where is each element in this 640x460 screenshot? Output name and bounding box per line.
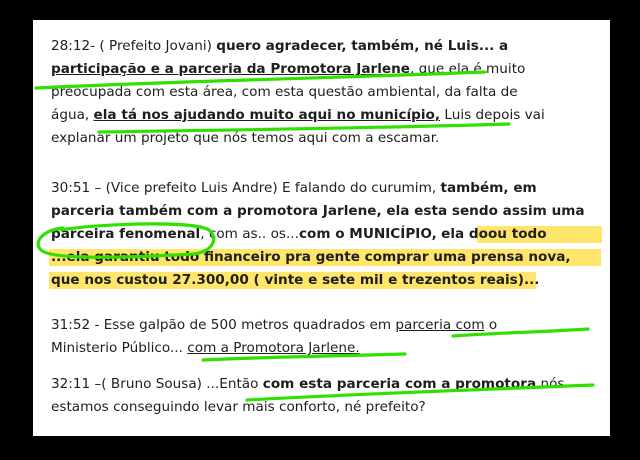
emphasized-text: parceria com — [395, 317, 485, 333]
green-underline-mark — [36, 72, 485, 88]
green-underline-mark — [99, 124, 509, 132]
body-text: , que ela é muito — [410, 61, 526, 77]
body-text: , com as.. os... — [200, 226, 299, 242]
body-text: o — [484, 317, 498, 333]
green-underline-mark — [453, 329, 588, 336]
body-text: explanar um projeto que nós temos aqui com a escamar. — [51, 130, 440, 146]
emphasized-text: com a Promotora Jarlene. — [187, 340, 360, 356]
green-underline-mark — [247, 385, 593, 400]
body-text: estamos conseguindo levar mais conforto, né prefeito? — [51, 399, 426, 415]
highlighted-text: ...ela garantiu todo financeiro pra gente comprar uma prensa nova, — [51, 249, 571, 265]
body-text: Então — [219, 376, 263, 392]
timestamp-speaker: 31:52 - Esse galpão de 500 metros quadrados em — [51, 317, 396, 333]
quote-text: também, em — [440, 180, 537, 196]
timestamp-speaker: 28:12- ( Prefeito Jovani) — [51, 38, 217, 54]
document-page — [33, 20, 610, 436]
body-text: Luis depois vai — [440, 107, 545, 123]
marker-annotations — [33, 20, 610, 436]
body-text: água, — [51, 107, 94, 123]
body-text: Ministerio Público... — [51, 340, 188, 356]
emphasized-text: participação e a parceria da Promotora Jarlene — [51, 61, 411, 77]
emphasized-text: ela tá nos ajudando muito aqui no município, — [93, 107, 441, 123]
quote-text: parceria também com a promotora Jarlene, ela esta sendo assim uma — [51, 203, 585, 219]
body-text: nós — [536, 376, 565, 392]
highlighted-text: que nos custou 27.300,00 ( vinte e sete mil e trezentos reais)... — [51, 272, 540, 288]
quote-text: quero agradecer, também, né Luis... a — [216, 38, 509, 54]
timestamp-speaker: 30:51 – (Vice prefeito Luis Andre) E falando do curumim, — [51, 180, 441, 196]
highlighted-text: ela doou todo — [441, 226, 547, 242]
green-circle-mark — [38, 224, 214, 257]
emphasized-text: parceira fenomenal — [51, 226, 201, 242]
timestamp-speaker: 32:11 –( Bruno Sousa) ... — [51, 376, 220, 392]
body-text: preocupada com esta área, com esta questão ambiental, da falta de — [51, 84, 518, 100]
emphasized-text: com esta parceria com a promotora — [262, 376, 537, 392]
quote-text: com o MUNICÍPIO, — [298, 226, 437, 242]
green-underline-mark — [203, 354, 405, 360]
